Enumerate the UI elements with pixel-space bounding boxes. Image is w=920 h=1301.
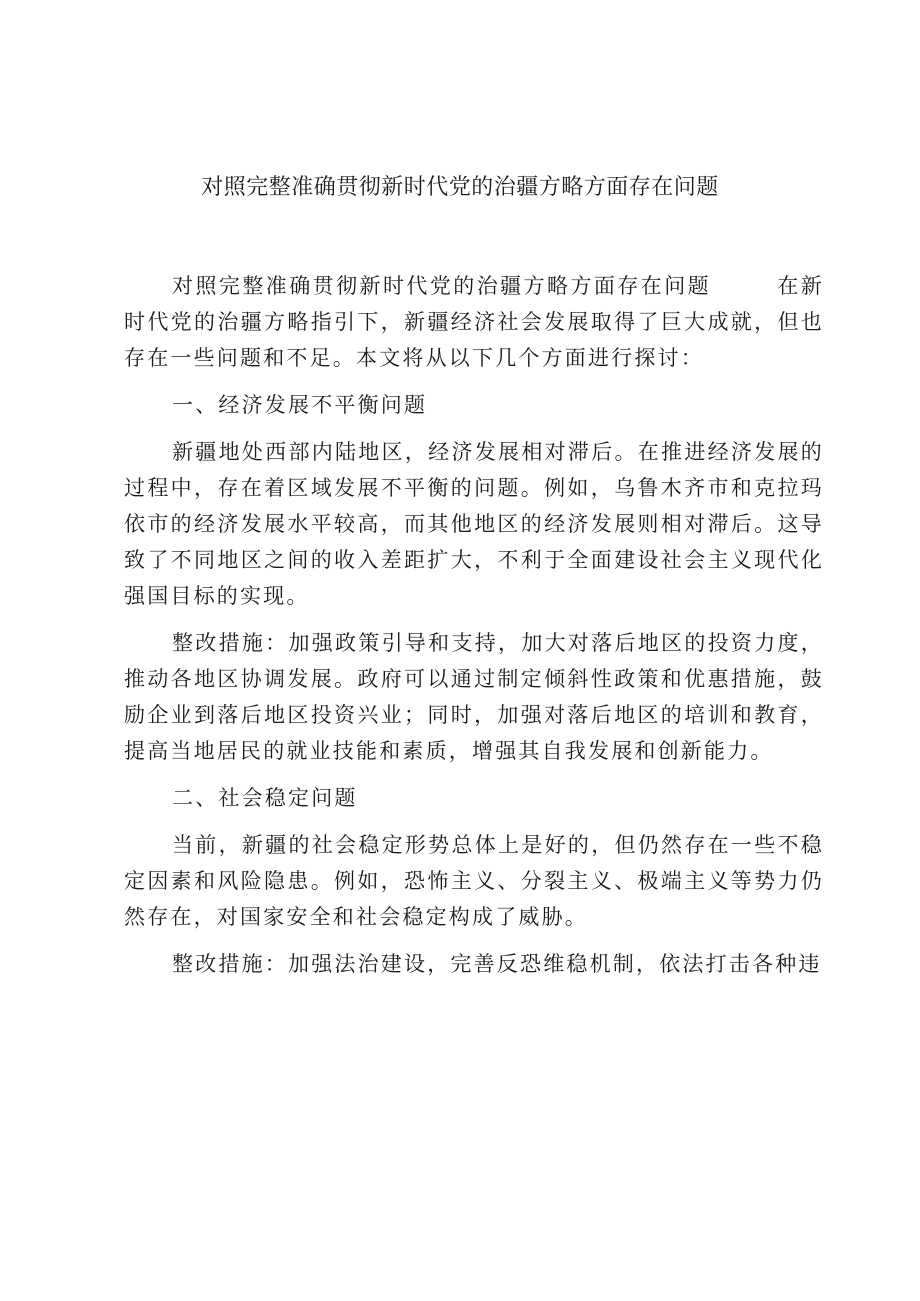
- section-measure-paragraph: 整改措施：加强法治建设，完善反恐维稳机制，依法打击各种违: [172, 952, 822, 976]
- intro-rest: 在新时代党的治疆方略指引下，新疆经济社会发展取得了巨大成就，但也存在一些问题和不足。本文将从以下几个方面进行探讨：: [124, 274, 824, 370]
- document-title: 对照完整准确贯彻新时代党的治疆方略方面存在问题: [201, 175, 719, 200]
- intro-paragraph: [124, 268, 824, 387]
- document-body: [124, 268, 824, 993]
- section-heading: 一、经济发展不平衡问题: [172, 393, 428, 417]
- intro-lead: 对照完整准确贯彻新时代党的治疆方略方面存在问题: [172, 274, 712, 298]
- section-problem-paragraph: 新疆地处西部内陆地区，经济发展相对滞后。在推进经济发展的过程中，存在着区域发展不平衡的问题。例如，乌鲁木齐市和克拉玛依市的经济发展水平较高，而其他地区的经济发展则相对滞后。这导致了不同地区之间的收入差距扩大，不利于全面建设社会主义现代化强国目标的实现。: [124, 440, 824, 608]
- section-measure-paragraph: 整改措施：加强政策引导和支持，加大对落后地区的投资力度，推动各地区协调发展。政府可以通过制定倾斜性政策和优惠措施，鼓励企业到落后地区投资兴业；同时，加强对落后地区的培训和教育，提高当地居民的就业技能和素质，增强其自我发展和创新能力。: [124, 631, 824, 763]
- section-problem-paragraph: 当前，新疆的社会稳定形势总体上是好的，但仍然存在一些不稳定因素和风险隐患。例如，恐怖主义、分裂主义、极端主义等势力仍然存在，对国家安全和社会稳定构成了威胁。: [124, 833, 824, 929]
- section-heading: 二、社会稳定问题: [172, 786, 358, 810]
